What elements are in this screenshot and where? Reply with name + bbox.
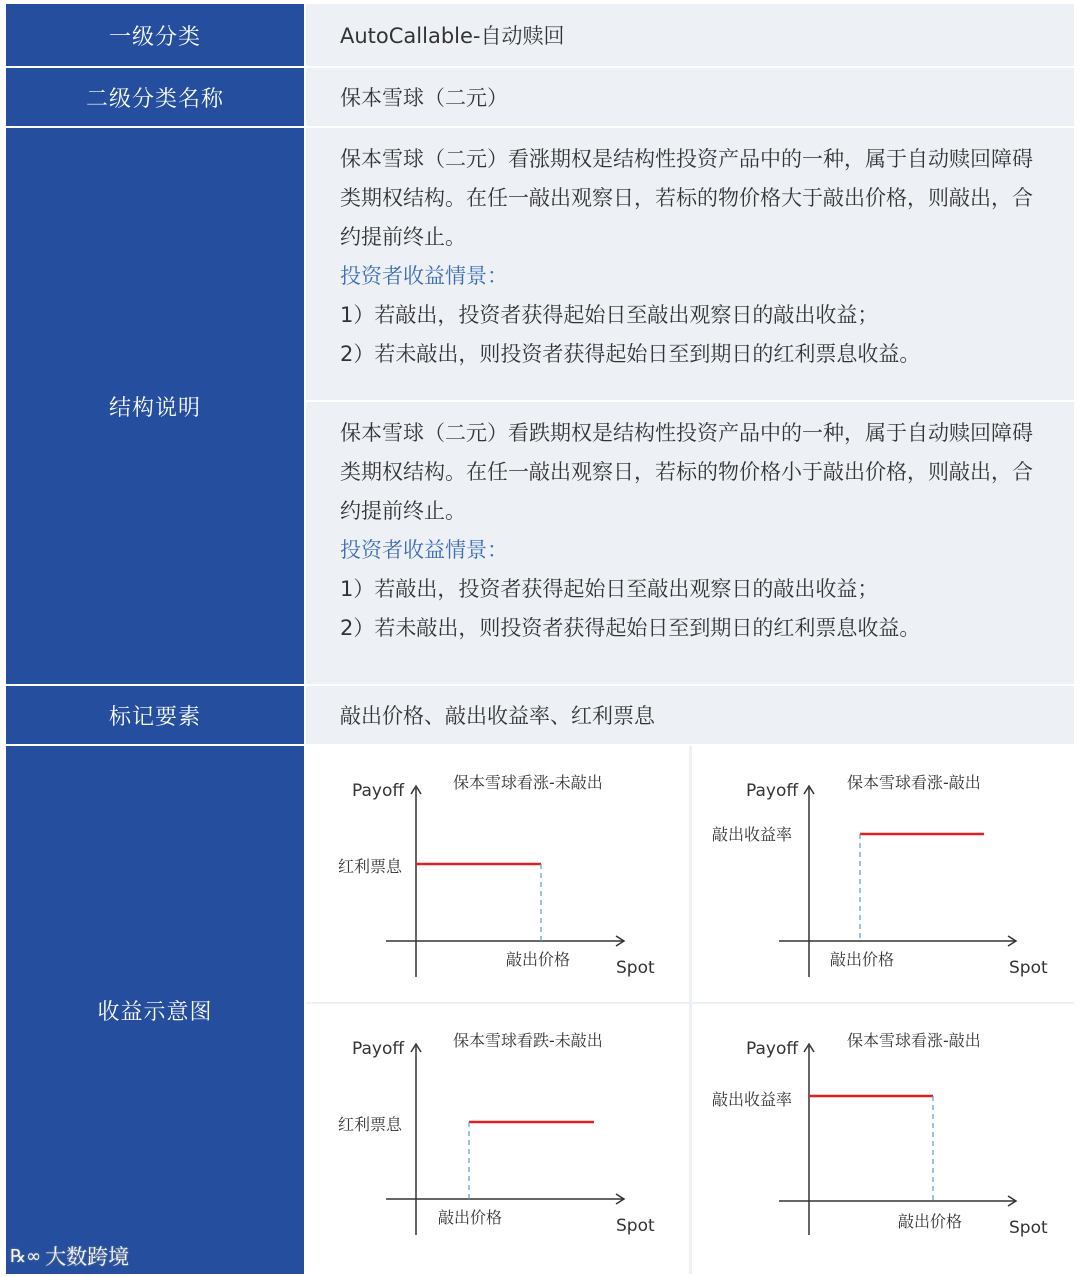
chart-3-title: 保本雪球看跌-未敲出 bbox=[453, 1031, 603, 1050]
chart-1-strike-label: 敲出价格 bbox=[506, 950, 571, 969]
call-scenario-item-1: 1）若敲出，投资者获得起始日至敲出观察日的敲出收益； bbox=[340, 303, 879, 327]
chart-3-xlabel: Spot bbox=[616, 1216, 655, 1236]
chart-4-strike-label: 敲出价格 bbox=[898, 1212, 963, 1231]
chart-2-strike-label: 敲出价格 bbox=[830, 950, 895, 969]
payoff-chart-1 bbox=[306, 746, 689, 1002]
watermark bbox=[10, 1240, 129, 1272]
payoff-chart-1-svg bbox=[306, 746, 689, 1002]
chart-3-strike-label: 敲出价格 bbox=[438, 1208, 503, 1227]
chart-4-xlabel: Spot bbox=[1009, 1218, 1048, 1238]
chart-4-title: 保本雪球看涨-敲出 bbox=[847, 1031, 981, 1050]
chart-1-ylabel: Payoff bbox=[352, 781, 405, 801]
chart-3-level-label: 红利票息 bbox=[338, 1115, 403, 1134]
payoff-chart-3-svg bbox=[306, 1004, 689, 1274]
elements-value: 敲出价格、敲出收益率、红利票息 bbox=[306, 686, 1074, 744]
product-table bbox=[6, 4, 1074, 1274]
chart-2-level-label: 敲出收益率 bbox=[712, 825, 793, 844]
chart-2-title: 保本雪球看涨-敲出 bbox=[847, 773, 981, 792]
payoff-chart-4 bbox=[692, 1004, 1074, 1274]
chart-1-title: 保本雪球看涨-未敲出 bbox=[453, 773, 603, 792]
call-scenario-item-2: 2）若未敲出，则投资者获得起始日至到期日的红利票息收益。 bbox=[340, 342, 921, 366]
payoff-chart-4-svg bbox=[692, 1004, 1074, 1274]
put-description: 保本雪球（二元）看跌期权是结构性投资产品中的一种，属于自动赎回障碍类期权结构。在任一敲出观察日，若标的物价格小于敲出价格，则敲出，合约提前终止。 bbox=[340, 421, 1033, 523]
put-scenario-item-2: 2）若未敲出，则投资者获得起始日至到期日的红利票息收益。 bbox=[340, 616, 921, 640]
category2-value: 保本雪球（二元） bbox=[306, 68, 1074, 126]
call-scenario-heading: 投资者收益情景： bbox=[340, 264, 508, 288]
call-description: 保本雪球（二元）看涨期权是结构性投资产品中的一种，属于自动赎回障碍类期权结构。在任一敲出观察日，若标的物价格大于敲出价格，则敲出，合约提前终止。 bbox=[340, 147, 1033, 249]
chart-1-xlabel: Spot bbox=[616, 958, 655, 978]
payoff-chart-2 bbox=[692, 746, 1074, 1002]
structure-call bbox=[306, 128, 1074, 400]
payoff-chart-3 bbox=[306, 1004, 689, 1274]
watermark-logo-icon: ℞∞ bbox=[10, 1245, 42, 1267]
chart-4-level-label: 敲出收益率 bbox=[712, 1090, 793, 1109]
category2-label: 二级分类名称 bbox=[6, 68, 304, 126]
chart-2-ylabel: Payoff bbox=[746, 781, 799, 801]
put-scenario-item-1: 1）若敲出，投资者获得起始日至敲出观察日的敲出收益； bbox=[340, 577, 879, 601]
elements-label: 标记要素 bbox=[6, 686, 304, 744]
chart-1-level-label: 红利票息 bbox=[338, 857, 403, 876]
category1-label: 一级分类 bbox=[6, 4, 304, 66]
structure-label: 结构说明 bbox=[6, 128, 304, 684]
payoff-label: 收益示意图 bbox=[6, 746, 304, 1274]
category1-value: AutoCallable-自动赎回 bbox=[306, 4, 1074, 66]
chart-4-ylabel: Payoff bbox=[746, 1039, 799, 1059]
watermark-text: 大数跨境 bbox=[45, 1245, 130, 1269]
payoff-chart-2-svg bbox=[692, 746, 1074, 1002]
put-scenario-heading: 投资者收益情景： bbox=[340, 538, 508, 562]
chart-3-ylabel: Payoff bbox=[352, 1039, 405, 1059]
chart-2-xlabel: Spot bbox=[1009, 958, 1048, 978]
structure-put bbox=[306, 402, 1074, 684]
